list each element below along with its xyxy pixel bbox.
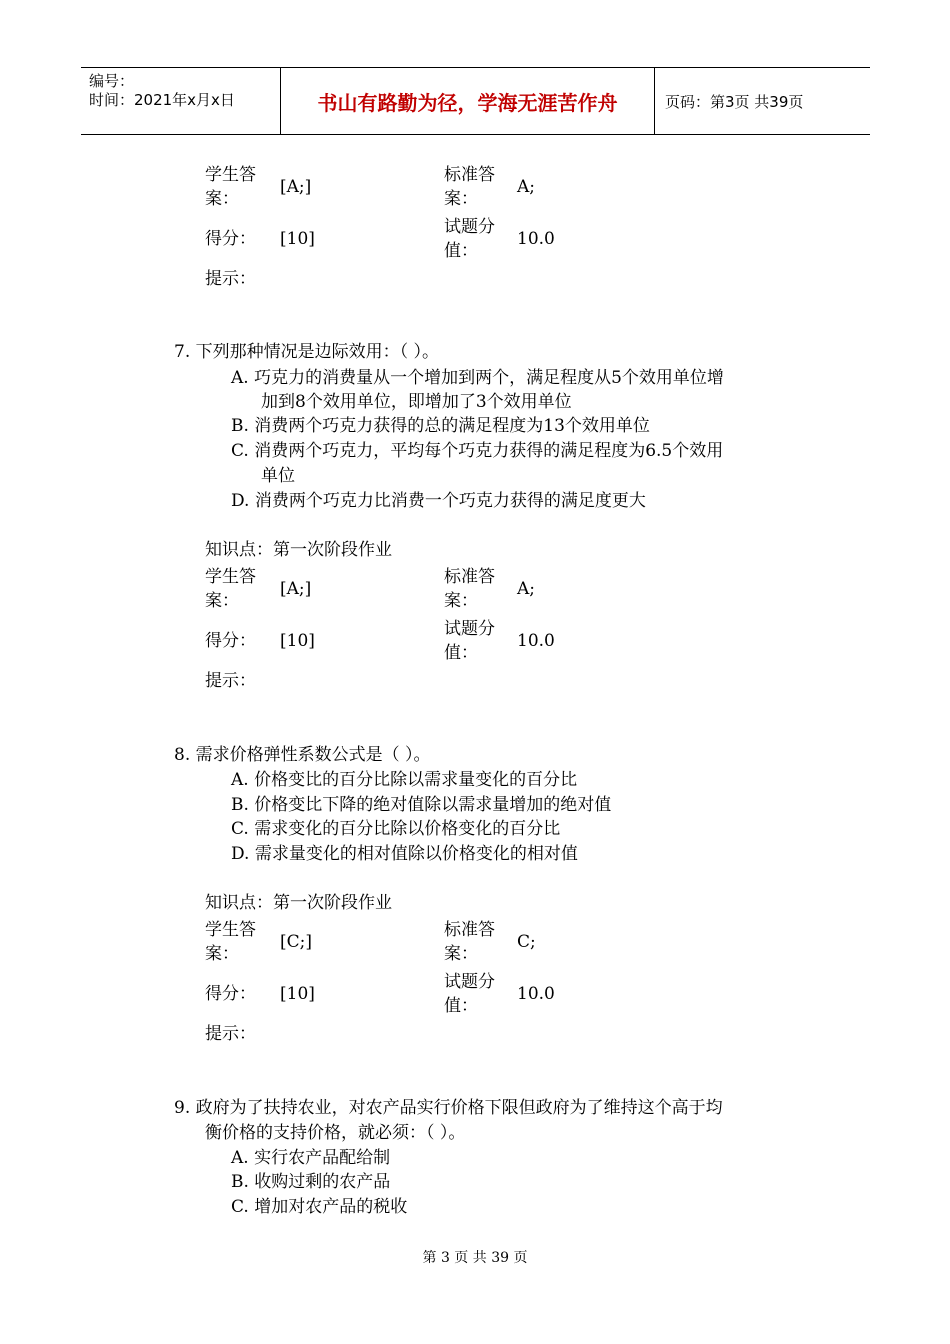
header-page-info: 页码：第3页 共39页: [665, 92, 804, 111]
option-d: D. 消费两个巧克力比消费一个巧克力获得的满足度更大: [231, 491, 646, 511]
question-stem: 9. 政府为了扶持农业，对农产品实行价格下限但政府为了维持这个高于均: [174, 1098, 723, 1118]
item-score-value: 10.0: [517, 631, 555, 651]
option-c-cont: 单位: [261, 466, 295, 486]
knowledge-point: 知识点：第一次阶段作业: [205, 893, 392, 913]
standard-answer-value: A;: [517, 177, 536, 197]
student-answer-value: [C;]: [280, 932, 312, 952]
standard-answer-label: 标准答 案：: [444, 567, 495, 611]
item-score-label: 试题分 值：: [444, 619, 495, 663]
student-answer-value: [A;]: [280, 177, 312, 197]
header-time: 时间：2021年x月x日: [89, 91, 235, 109]
page-header: [81, 67, 870, 135]
option-a: A. 实行农产品配给制: [231, 1148, 391, 1168]
question-stem-cont: 衡价格的支持价格，就必须：（ ）。: [205, 1123, 466, 1143]
header-meta: [81, 68, 281, 134]
question-stem: 8. 需求价格弹性系数公式是（ ）。: [174, 745, 431, 765]
student-answer-value: [A;]: [280, 579, 312, 599]
student-answer-label: 学生答 案：: [205, 920, 256, 964]
option-c: C. 需求变化的百分比除以价格变化的百分比: [231, 819, 561, 839]
score-label: 得分：: [205, 229, 256, 249]
question-stem: 7. 下列那种情况是边际效用：（ ）。: [174, 342, 440, 362]
student-answer-label: 学生答 案：: [205, 165, 256, 209]
header-motto: 书山有路勤为径，学海无涯苦作舟: [281, 68, 655, 134]
standard-answer-value: A;: [517, 579, 536, 599]
option-b: B. 价格变比下降的绝对值除以需求量增加的绝对值: [231, 795, 612, 815]
score-label: 得分：: [205, 631, 256, 651]
score-value: [10]: [280, 631, 315, 651]
option-a-cont: 加到8个效用单位，即增加了3个效用单位: [261, 392, 572, 412]
option-c: C. 增加对农产品的税收: [231, 1197, 408, 1217]
score-value: [10]: [280, 984, 315, 1004]
standard-answer-label: 标准答 案：: [444, 920, 495, 964]
hint-label: 提示：: [205, 1024, 256, 1044]
item-score-label: 试题分 值：: [444, 972, 495, 1016]
option-c: C. 消费两个巧克力，平均每个巧克力获得的满足程度为6.5个效用: [231, 441, 724, 461]
score-value: [10]: [280, 229, 315, 249]
option-d: D. 需求量变化的相对值除以价格变化的相对值: [231, 844, 578, 864]
standard-answer-label: 标准答 案：: [444, 165, 495, 209]
option-b: B. 消费两个巧克力获得的总的满足程度为13个效用单位: [231, 416, 650, 436]
hint-label: 提示：: [205, 671, 256, 691]
item-score-value: 10.0: [517, 984, 555, 1004]
hint-label: 提示：: [205, 269, 256, 289]
score-label: 得分：: [205, 984, 256, 1004]
item-score-value: 10.0: [517, 229, 555, 249]
option-a: A. 巧克力的消费量从一个增加到两个，满足程度从5个效用单位增: [231, 368, 724, 388]
option-b: B. 收购过剩的农产品: [231, 1172, 391, 1192]
student-answer-label: 学生答 案：: [205, 567, 256, 611]
option-a: A. 价格变比的百分比除以需求量变化的百分比: [231, 770, 578, 790]
item-score-label: 试题分 值：: [444, 217, 495, 261]
header-number: 编号：: [89, 72, 135, 90]
standard-answer-value: C;: [517, 932, 536, 952]
page-footer: 第 3 页 共 39 页: [422, 1250, 528, 1266]
knowledge-point: 知识点：第一次阶段作业: [205, 540, 392, 560]
